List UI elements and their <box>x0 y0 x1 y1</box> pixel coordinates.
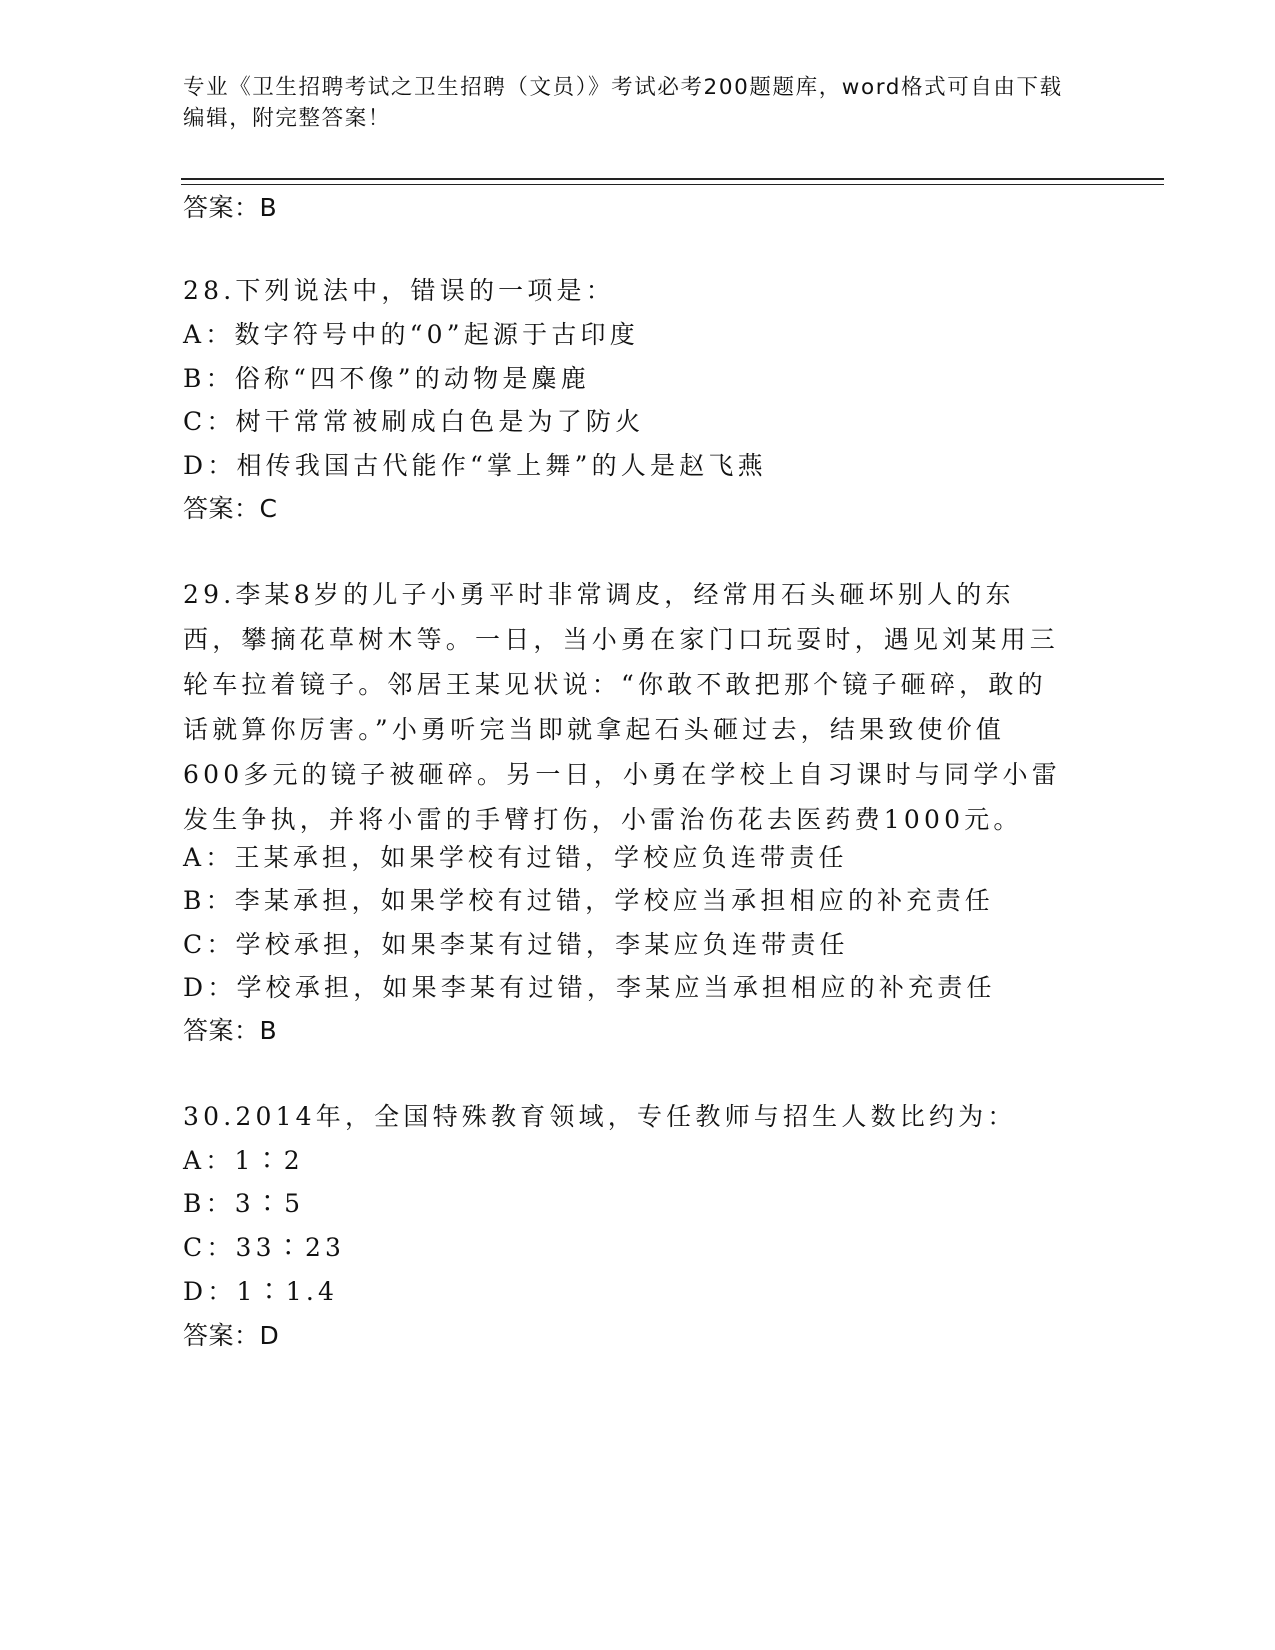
question-28-stem: 28.下列说法中，错误的一项是： <box>183 276 615 305</box>
question-29-answer: 答案：B <box>183 1016 278 1045</box>
question-28-option-d: D：相传我国古代能作“掌上舞”的人是赵飞燕 <box>183 451 767 480</box>
question-30-option-d: D：1∶1.4 <box>183 1277 339 1306</box>
question-30-stem: 30.2014年，全国特殊教育领域，专任教师与招生人数比约为： <box>183 1102 1017 1131</box>
question-29-option-a: A：王某承担，如果学校有过错，学校应负连带责任 <box>183 843 848 872</box>
question-30-option-c: C：33∶23 <box>183 1233 346 1262</box>
document-header: 专业《卫生招聘考试之卫生招聘（文员）》考试必考200题题库，word格式可自由下载编辑，附完整答案！ <box>183 75 1063 131</box>
question-30-option-b: B：3∶5 <box>183 1189 305 1218</box>
question-28-option-a: A：数字符号中的“0”起源于古印度 <box>183 320 639 349</box>
question-29-option-d: D：学校承担，如果李某有过错，李某应当承担相应的补充责任 <box>183 973 996 1002</box>
answer-27: 答案：B <box>183 193 278 222</box>
question-30-option-a: A：1∶2 <box>183 1146 304 1175</box>
question-30-answer: 答案：D <box>183 1321 280 1350</box>
header-divider-thin <box>181 184 1164 185</box>
question-29-option-c: C：学校承担，如果李某有过错，李某应负连带责任 <box>183 930 849 959</box>
question-28-option-c: C：树干常常被刷成白色是为了防火 <box>183 407 645 436</box>
question-28-answer: 答案：C <box>183 494 278 523</box>
question-28-option-b: B：俗称“四不像”的动物是麋鹿 <box>183 364 590 393</box>
question-29-stem: 29.李某8岁的儿子小勇平时非常调皮，经常用石头砸坏别人的东西，攀摘花草树木等。一日，当小勇在家门口玩耍时，遇见刘某用三轮车拉着镜子。邻居王某见状说：“你敢不敢把那个镜子砸碎，敢的话就算你厉害。”小勇听完当即就拿起石头砸过去，结果致使价值600多元的镜子被砸碎。另一日，小勇在学校上自习课时与同学小雷发生争执，并将小雷的手臂打伤，小雷治伤花去医药费1000元。 <box>183 580 1061 834</box>
question-29-option-b: B：李某承担，如果学校有过错，学校应当承担相应的补充责任 <box>183 886 994 915</box>
header-divider <box>181 178 1164 180</box>
